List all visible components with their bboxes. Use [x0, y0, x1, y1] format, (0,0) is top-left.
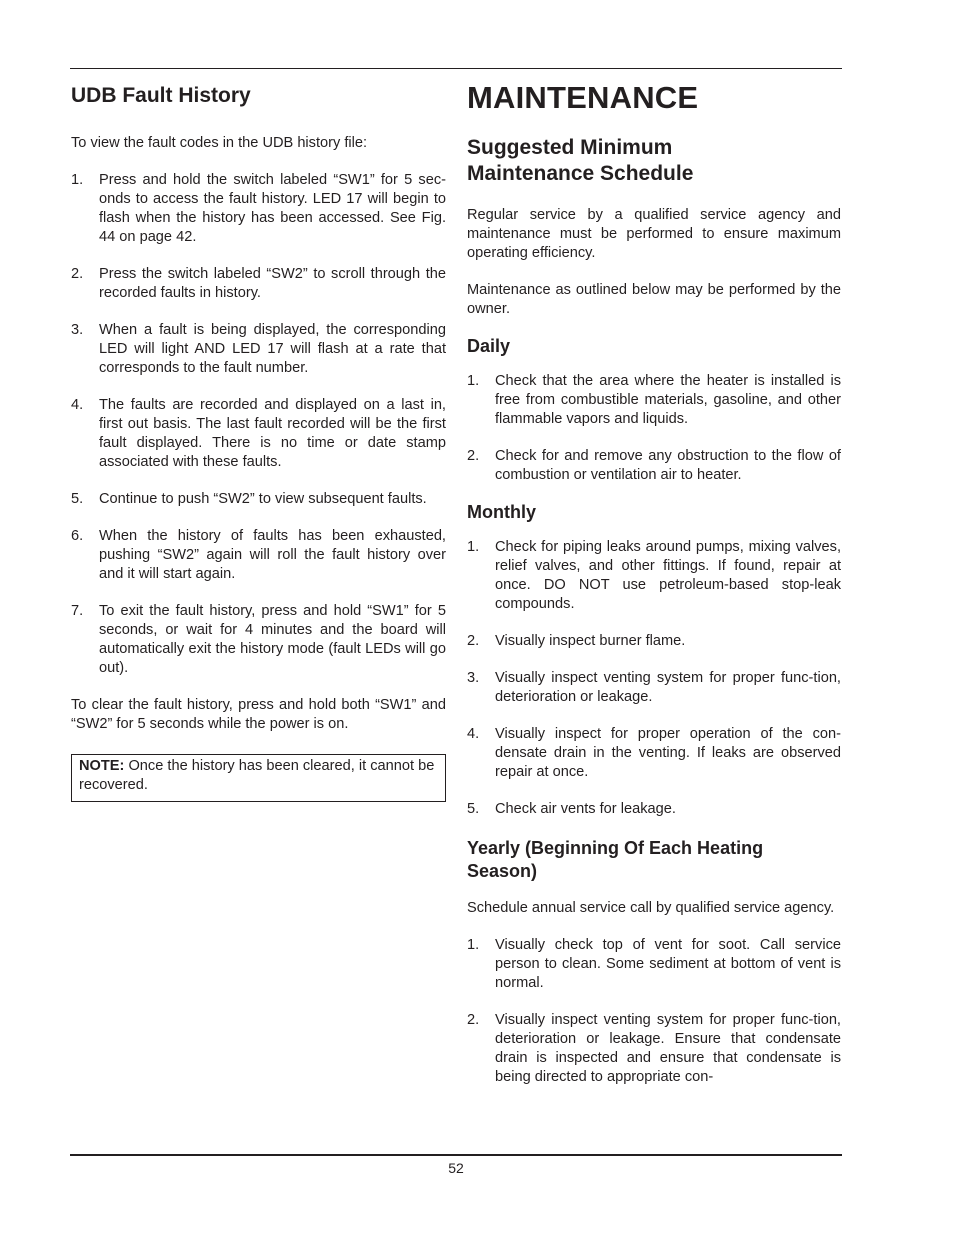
note-text: Once the history has been cleared, it cannot be recovered. — [79, 758, 435, 793]
list-item: 2. Press the switch labeled “SW2” to scroll through the recorded faults in history. — [71, 266, 446, 301]
daily-list — [467, 372, 841, 485]
list-item: 5. Continue to push “SW2” to view subsequent faults. — [71, 491, 427, 507]
list-item: 2. Visually inspect venting system for proper func-tion, deterioration or leakage. Ensure that condensate drain is inspected and ensure that condensate is being directed to appropriate con- — [467, 1012, 841, 1085]
list-item: 4. Visually inspect for proper operation of the con-densate drain in the venting. If leaks are observed repair at once. — [467, 726, 841, 780]
monthly-list — [467, 538, 841, 819]
list-item: 2. Check for and remove any obstruction to the flow of combustion or ventilation air to heater. — [467, 448, 841, 483]
udb-fault-history-heading: UDB Fault History — [71, 84, 251, 107]
maintenance-title: MAINTENANCE — [467, 80, 699, 115]
list-item: 7. To exit the fault history, press and hold “SW1” for 5 seconds, or wait for 4 minutes and the board will automatically exit the history mode (fault LEDs will go out). — [71, 603, 446, 676]
left-column — [71, 78, 446, 802]
list-item: 1. Press and hold the switch labeled “SW1” for 5 sec-onds to access the fault history. LED 17 will begin to flash when the history has been accessed. See Fig. 44 on page 42. — [71, 172, 446, 245]
right-column — [467, 78, 841, 1087]
bottom-rule — [70, 1154, 842, 1156]
schedule-subtitle: Suggested Minimum Maintenance Schedule — [467, 136, 694, 185]
list-item: 5. Check air vents for leakage. — [467, 801, 676, 817]
fault-steps-list — [71, 171, 446, 678]
page-number: 52 — [448, 1160, 464, 1176]
yearly-intro: Schedule annual service call by qualified service agency. — [467, 900, 835, 916]
list-item: 2. Visually inspect burner flame. — [467, 633, 686, 649]
yearly-list — [467, 936, 841, 1087]
top-rule — [70, 68, 842, 69]
list-item: 6. When the history of faults has been exhausted, pushing “SW2” again will roll the fault history over and it will start again. — [71, 528, 446, 582]
yearly-heading: Yearly (Beginning Of Each Heating Season) — [467, 838, 764, 881]
clear-history-paragraph: To clear the fault history, press and hold both “SW1” and “SW2” for 5 seconds while the power is on. — [71, 697, 446, 732]
intro-paragraph: To view the fault codes in the UDB history file: — [71, 135, 368, 151]
list-item: 4. The faults are recorded and displayed on a last in, first out basis. The last fault recorded will be the first fault displayed. There is no time or date stamp associated with these faults. — [71, 397, 446, 470]
list-item: 3. When a fault is being displayed, the corresponding LED will light AND LED 17 will flash at a rate that corresponds to the fault number. — [71, 322, 446, 376]
note-box — [71, 754, 446, 802]
list-item: 3. Visually inspect venting system for proper func-tion, deterioration or leakage. — [467, 670, 841, 705]
owner-paragraph: Maintenance as outlined below may be performed by the owner. — [467, 282, 841, 317]
daily-heading: Daily — [467, 336, 511, 356]
service-paragraph: Regular service by a qualified service agency and maintenance must be performed to ensure maximum operating efficiency. — [467, 207, 841, 261]
monthly-heading: Monthly — [467, 502, 536, 522]
list-item: 1. Visually check top of vent for soot. Call service person to clean. Some sediment at bottom of vent is normal. — [467, 937, 841, 991]
list-item: 1. Check that the area where the heater is installed is free from combustible materials, gasoline, and other flammable vapors and liquids. — [467, 373, 841, 427]
note-label: NOTE: — [79, 758, 125, 774]
list-item: 1. Check for piping leaks around pumps, mixing valves, relief valves, and other fittings. If found, repair at once. DO NOT use petroleum-based stop-leak compounds. — [467, 539, 841, 612]
